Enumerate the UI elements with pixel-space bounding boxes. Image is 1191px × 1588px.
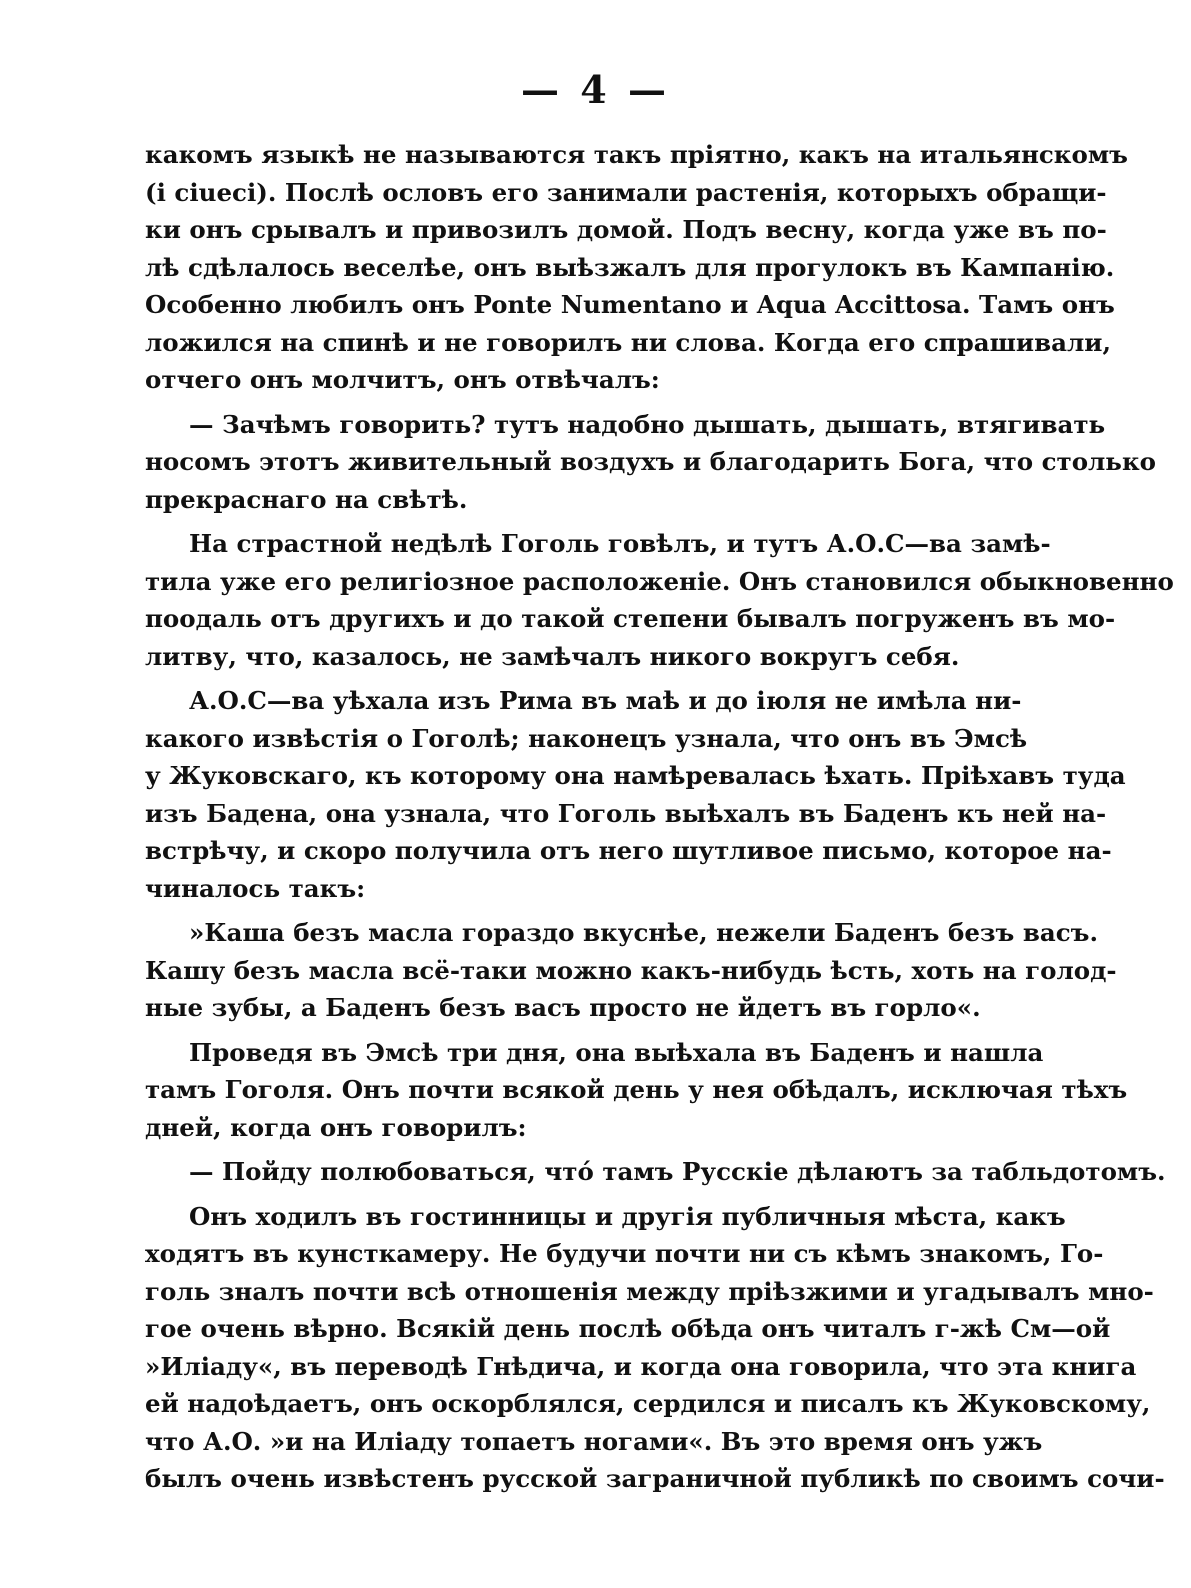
text-line: у Жуковскаго, къ которому она намѣревалась ѣхать. Пріѣхавъ туда xyxy=(145,761,1126,790)
text-line: »Иліаду«, въ переводѣ Гнѣдича, и когда она говорила, что эта книга xyxy=(145,1351,1137,1381)
text-line: изъ Бадена, она узнала, что Гоголь выѣхалъ въ Баденъ къ ней на- xyxy=(145,798,1107,828)
text-line: дней, когда онъ говорилъ: xyxy=(145,1112,527,1142)
text-line: Особенно любилъ онъ Ponte Numentano и Aqua Accittosa. Тамъ онъ xyxy=(145,290,1115,319)
text-line: ные зубы, а Баденъ безъ васъ просто не йдетъ въ горло«. xyxy=(145,993,981,1022)
text-line: ки онъ срывалъ и привозилъ домой. Подъ весну, когда уже въ по- xyxy=(145,215,1107,244)
text-line: былъ очень извѣстенъ русской заграничной публикѣ по своимъ сочи- xyxy=(145,1464,1165,1493)
text-line: чиналось такъ: xyxy=(145,873,366,903)
paragraph xyxy=(145,682,1126,907)
paragraph xyxy=(145,1034,1128,1147)
text-line: На страстной недѣлѣ Гоголь говѣлъ, и тутъ А.О.С—ва замѣ- xyxy=(189,529,1051,558)
page-body xyxy=(145,136,1174,1498)
text-line: ходятъ въ кунсткамеру. Не будучи почти ни съ кѣмъ знакомъ, Го- xyxy=(145,1239,1104,1268)
text-line: носомъ этотъ живительный воздухъ и благодарить Бога, что столько xyxy=(145,447,1156,476)
text-line: голь зналъ почти всѣ отношенія между пріѣзжими и угадывалъ мно- xyxy=(145,1276,1154,1306)
paragraph xyxy=(145,1198,1165,1498)
text-line: Онъ ходилъ въ гостинницы и другія публичныя мѣста, какъ xyxy=(189,1201,1066,1231)
text-line: А.О.С—ва уѣхала изъ Рима въ маѣ и до іюля не имѣла ни- xyxy=(189,686,1022,715)
text-line: какого извѣстія о Гоголѣ; наконецъ узнала, что онъ въ Эмсѣ xyxy=(145,723,1028,753)
text-line: лѣ сдѣлалось веселѣе, онъ выѣзжалъ для прогулокъ въ Кампанію. xyxy=(145,252,1115,282)
text-line: прекраснаго на свѣтѣ. xyxy=(145,484,468,514)
text-line: гое очень вѣрно. Всякій день послѣ обѣда онъ читалъ г-жѣ См—ой xyxy=(145,1314,1111,1343)
text-line: тила уже его религіозное расположеніе. Онъ становился обыкновенно xyxy=(145,566,1174,596)
text-line: Кашу безъ масла всё-таки можно какъ-нибудь ѣсть, хоть на голод- xyxy=(145,955,1117,985)
text-line: Проведя въ Эмсѣ три дня, она выѣхала въ Баденъ и нашла xyxy=(189,1037,1044,1067)
text-line: что А.О. »и на Иліаду топаетъ ногами«. Въ это время онъ ужъ xyxy=(145,1426,1043,1456)
quoted-letter xyxy=(145,914,1117,1027)
text-line: встрѣчу, и скоро получила отъ него шутливое письмо, которое на- xyxy=(145,836,1112,865)
text-line: — Зачѣмъ говорить? тутъ надобно дышать, дышать, втягивать xyxy=(189,409,1106,439)
page-number: — 4 — xyxy=(521,67,670,112)
text-line: ложился на спинѣ и не говорилъ ни слова. Когда его спрашивали, xyxy=(145,327,1111,357)
paragraph xyxy=(145,406,1156,519)
text-line: поодаль отъ другихъ и до такой степени бывалъ погруженъ въ мо- xyxy=(145,604,1116,633)
text-line: ей надоѣдаетъ, онъ оскорблялся, сердился и писалъ къ Жуковскому, xyxy=(145,1389,1151,1418)
text-line: — Пойду полюбоваться, что́ тамъ Русскіе дѣлаютъ за табльдотомъ. xyxy=(189,1157,1166,1186)
text-line: »Каша безъ масла гораздо вкуснѣе, нежели Баденъ безъ васъ. xyxy=(189,918,1099,947)
paragraph xyxy=(145,1153,1166,1191)
text-line: (i ciueci). Послѣ ословъ его занимали растенія, которыхъ обращи- xyxy=(145,177,1107,207)
text-line: литву, что, казалось, не замѣчалъ никого вокругъ себя. xyxy=(145,641,960,671)
text-line: какомъ языкѣ не называются такъ пріятно, какъ на итальянскомъ xyxy=(145,140,1128,169)
paragraph xyxy=(145,136,1128,399)
text-line: отчего онъ молчитъ, онъ отвѣчалъ: xyxy=(145,365,660,394)
paragraph xyxy=(145,525,1174,675)
text-line: тамъ Гоголя. Онъ почти всякой день у нея обѣдалъ, исключая тѣхъ xyxy=(145,1075,1128,1104)
